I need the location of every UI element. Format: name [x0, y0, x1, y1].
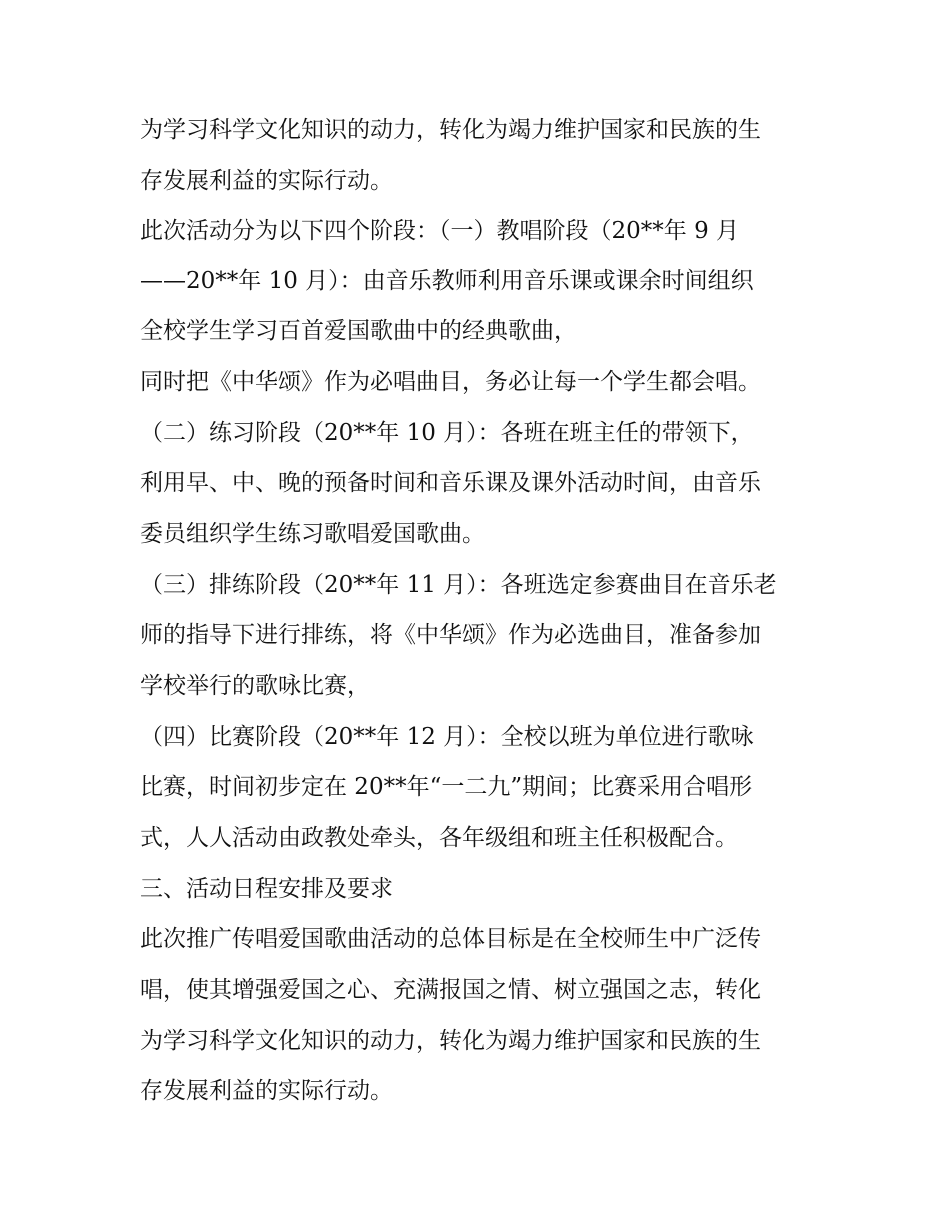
text-line: 唱，使其增强爱国之心、充满报国之情、树立强国之志，转化 [140, 977, 761, 1003]
text-line: 存发展利益的实际行动。 [140, 1078, 393, 1104]
text-line: 委员组织学生练习歌唱爱国歌曲。 [140, 521, 485, 547]
text-line: 利用早、中、晚的预备时间和音乐课及课外活动时间，由音乐 [140, 470, 761, 496]
text-line: 为学习科学文化知识的动力，转化为竭力维护国家和民族的生 [140, 117, 761, 143]
text-line: 同时把《中华颂》作为必唱曲目，务必让每一个学生都会唱。 [140, 369, 761, 395]
text-line: ——20**年 10 月）：由音乐教师利用音乐课或课余时间组织 [140, 268, 754, 294]
text-line: （三）排练阶段（20**年 11 月）：各班选定参赛曲目在音乐老 [140, 572, 777, 598]
text-line: 存发展利益的实际行动。 [140, 168, 393, 194]
text-line: 式，人人活动由政教处牵头，各年级组和班主任积极配合。 [140, 825, 738, 851]
text-line: （二）练习阶段（20**年 10 月）：各班在班主任的带领下， [140, 420, 754, 446]
text-line: 此次活动分为以下四个阶段：（一）教唱阶段（20**年 9 月 [140, 218, 740, 244]
text-line: 师的指导下进行排练，将《中华颂》作为必选曲目，准备参加 [140, 622, 761, 648]
text-line: 此次推广传唱爱国歌曲活动的总体目标是在全校师生中广泛传 [140, 926, 761, 952]
text-line: 学校举行的歌咏比赛， [140, 673, 370, 699]
text-line: 比赛，时间初步定在 20**年“一二九”期间；比赛采用合唱形 [140, 774, 753, 800]
section-heading: 三、活动日程安排及要求 [140, 876, 393, 902]
text-line: （四）比赛阶段（20**年 12 月）：全校以班为单位进行歌咏 [140, 724, 754, 750]
text-line: 为学习科学文化知识的动力，转化为竭力维护国家和民族的生 [140, 1028, 761, 1054]
text-line: 全校学生学习百首爱国歌曲中的经典歌曲， [140, 318, 577, 344]
